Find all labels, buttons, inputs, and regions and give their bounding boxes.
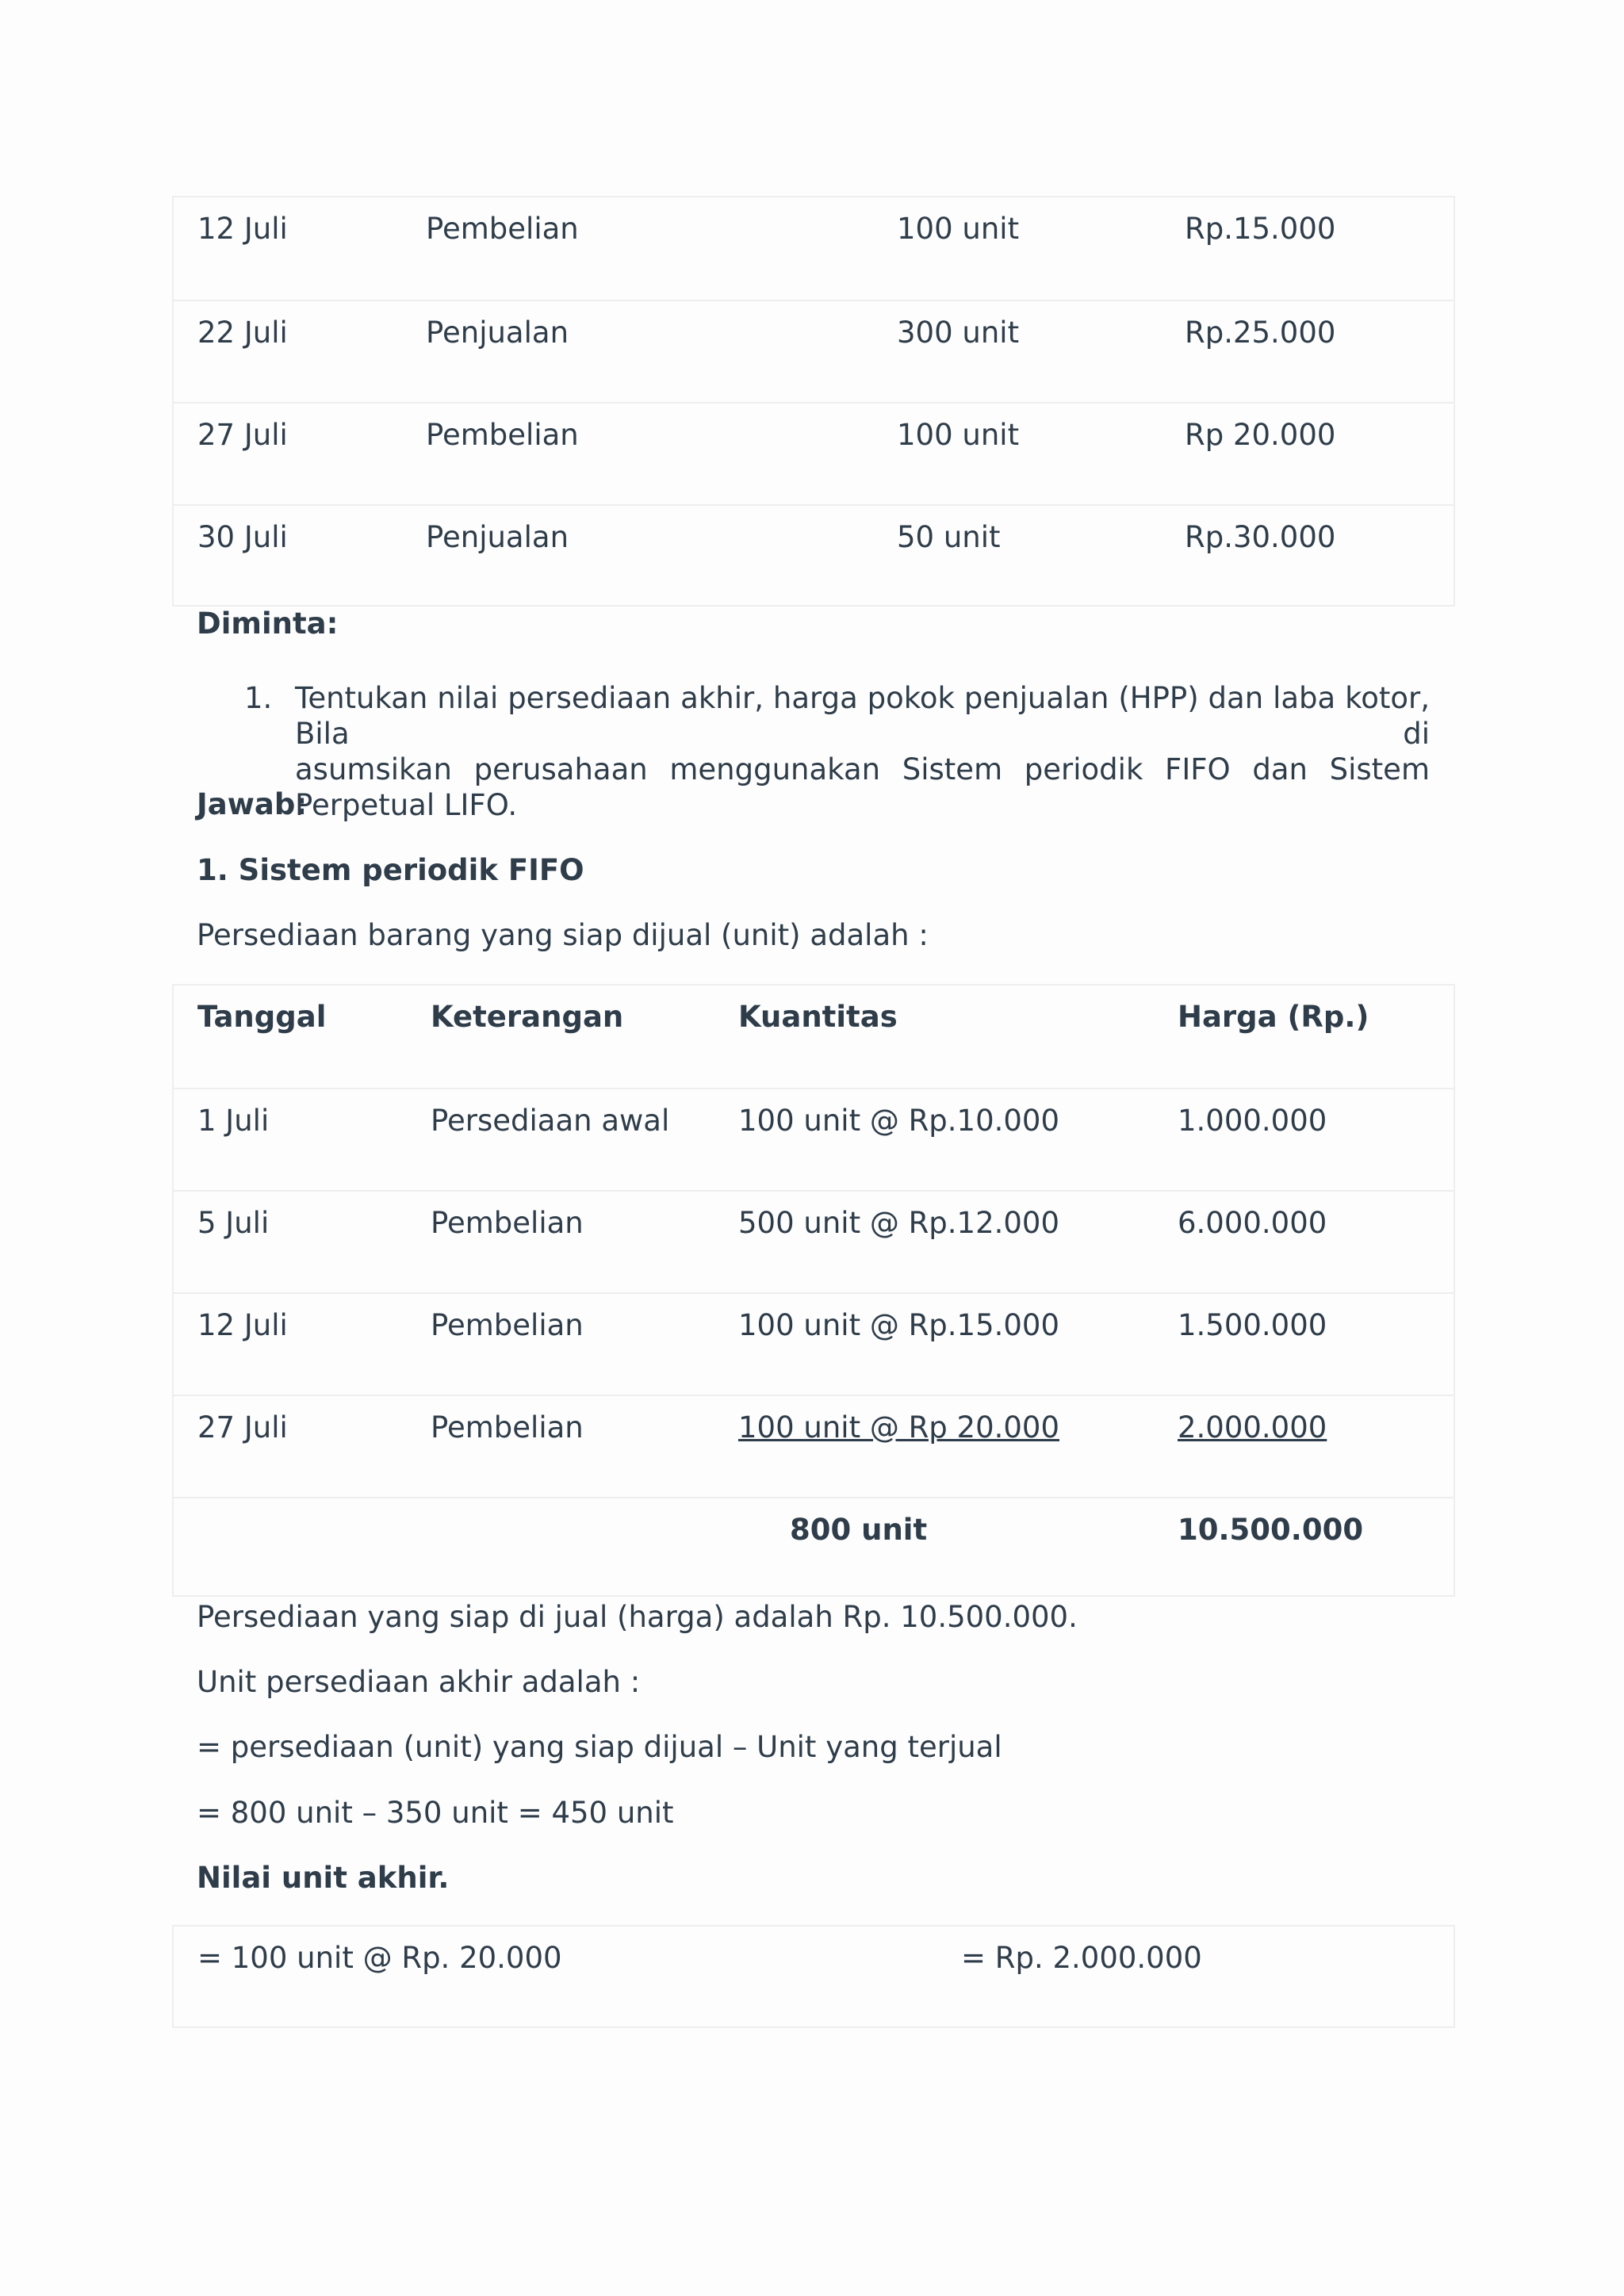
table-row: [174, 1088, 1454, 1190]
total-quantity: 800 unit: [790, 1513, 928, 1547]
price-cell: Rp 20.000: [1185, 418, 1336, 452]
column-header: Kuantitas: [738, 1000, 898, 1034]
ending-value-table: [172, 1925, 1455, 2028]
list-number: 1.: [244, 681, 273, 715]
list-item-line: Tentukan nilai persediaan akhir, harga pokok penjualan (HPP) dan laba kotor, Bila di: [295, 681, 1430, 751]
column-header: Keterangan: [431, 1000, 624, 1034]
price-cell: Rp.25.000: [1185, 316, 1336, 350]
description-cell: Pembelian: [431, 1308, 584, 1342]
quantity-cell: 100 unit @ Rp.10.000: [738, 1104, 1060, 1138]
date-cell: 27 Juli: [197, 1410, 288, 1445]
list-item: [295, 680, 1430, 823]
paragraph: Persediaan yang siap di jual (harga) adalah Rp. 10.500.000.: [197, 1600, 1078, 1634]
table-row: [174, 1190, 1454, 1292]
intro-text: Persediaan barang yang siap dijual (unit) adalah :: [197, 918, 929, 952]
table-row: [174, 300, 1454, 402]
table-total-row: [174, 1497, 1454, 1599]
quantity-cell: 100 unit: [897, 418, 1020, 452]
diminta-heading: Diminta:: [197, 607, 339, 641]
description-cell: Pembelian: [426, 212, 579, 246]
calculation-cell: = 100 unit @ Rp. 20.000: [197, 1941, 562, 1975]
quantity-cell: 100 unit: [897, 212, 1020, 246]
table-row: [174, 197, 1454, 300]
table-row: [174, 504, 1454, 607]
date-cell: 30 Juli: [197, 520, 288, 554]
total-price: 10.500.000: [1178, 1513, 1364, 1547]
quantity-cell: 300 unit: [897, 316, 1020, 350]
price-cell: Rp.15.000: [1185, 212, 1336, 246]
description-cell: Persediaan awal: [431, 1104, 670, 1138]
date-cell: 27 Juli: [197, 418, 288, 452]
description-cell: Pembelian: [426, 418, 579, 452]
quantity-cell: 50 unit: [897, 520, 1001, 554]
price-cell: 1.000.000: [1178, 1104, 1327, 1138]
quantity-cell: 100 unit @ Rp 20.000: [738, 1410, 1060, 1445]
ending-value-heading: Nilai unit akhir.: [197, 1861, 450, 1895]
paragraph: Unit persediaan akhir adalah :: [197, 1665, 641, 1699]
paragraph: = persediaan (unit) yang siap dijual – Unit yang terjual: [197, 1730, 1002, 1764]
date-cell: 12 Juli: [197, 1308, 288, 1342]
table-row: [174, 1927, 1454, 2029]
price-cell: 1.500.000: [1178, 1308, 1327, 1342]
table-row: [174, 1395, 1454, 1497]
fifo-inventory-table: [172, 984, 1455, 1597]
table-row: [174, 1292, 1454, 1395]
section-title: 1. Sistem periodik FIFO: [197, 853, 584, 887]
quantity-cell: 500 unit @ Rp.12.000: [738, 1206, 1060, 1240]
description-cell: Penjualan: [426, 520, 569, 554]
table-row: [174, 402, 1454, 504]
list-item-line: asumsikan perusahaan menggunakan Sistem periodik FIFO dan Sistem Perpetual LIFO.: [295, 752, 1430, 822]
paragraph: = 800 unit – 350 unit = 450 unit: [197, 1796, 674, 1830]
result-cell: = Rp. 2.000.000: [961, 1941, 1202, 1975]
column-header: Harga (Rp.): [1178, 1000, 1369, 1034]
description-cell: Pembelian: [431, 1206, 584, 1240]
price-cell: 6.000.000: [1178, 1206, 1327, 1240]
column-header: Tanggal: [197, 1000, 327, 1034]
date-cell: 1 Juli: [197, 1104, 270, 1138]
date-cell: 22 Juli: [197, 316, 288, 350]
price-cell: 2.000.000: [1178, 1410, 1327, 1445]
description-cell: Penjualan: [426, 316, 569, 350]
date-cell: 5 Juli: [197, 1206, 270, 1240]
jawab-heading: Jawab:: [197, 787, 308, 821]
table-header-row: [174, 985, 1454, 1088]
price-cell: Rp.30.000: [1185, 520, 1336, 554]
date-cell: 12 Juli: [197, 212, 288, 246]
quantity-cell: 100 unit @ Rp.15.000: [738, 1308, 1060, 1342]
description-cell: Pembelian: [431, 1410, 584, 1445]
transactions-table: [172, 196, 1455, 607]
